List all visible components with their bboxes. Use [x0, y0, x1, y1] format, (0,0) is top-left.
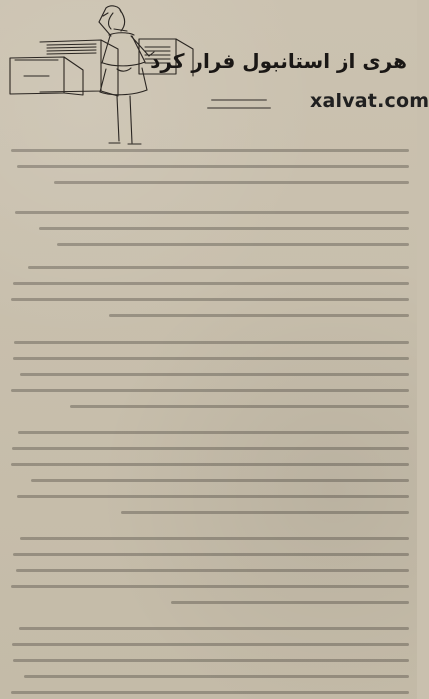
author-line	[207, 107, 271, 109]
paragraph-placeholder	[8, 261, 409, 327]
body-text	[8, 144, 409, 696]
woman-cityscape-sketch-icon	[0, 0, 220, 155]
paragraph-placeholder	[8, 144, 409, 198]
watermark: xalvat.com	[310, 90, 429, 112]
paragraph-placeholder	[8, 426, 409, 524]
paragraph-placeholder	[8, 622, 409, 696]
paragraph-placeholder	[8, 206, 409, 254]
page-title: هری از استانبول فرار کرد	[150, 49, 407, 73]
paragraph-placeholder	[8, 336, 409, 418]
author-line	[211, 99, 267, 101]
author-block	[204, 93, 274, 115]
paragraph-placeholder	[8, 532, 409, 614]
